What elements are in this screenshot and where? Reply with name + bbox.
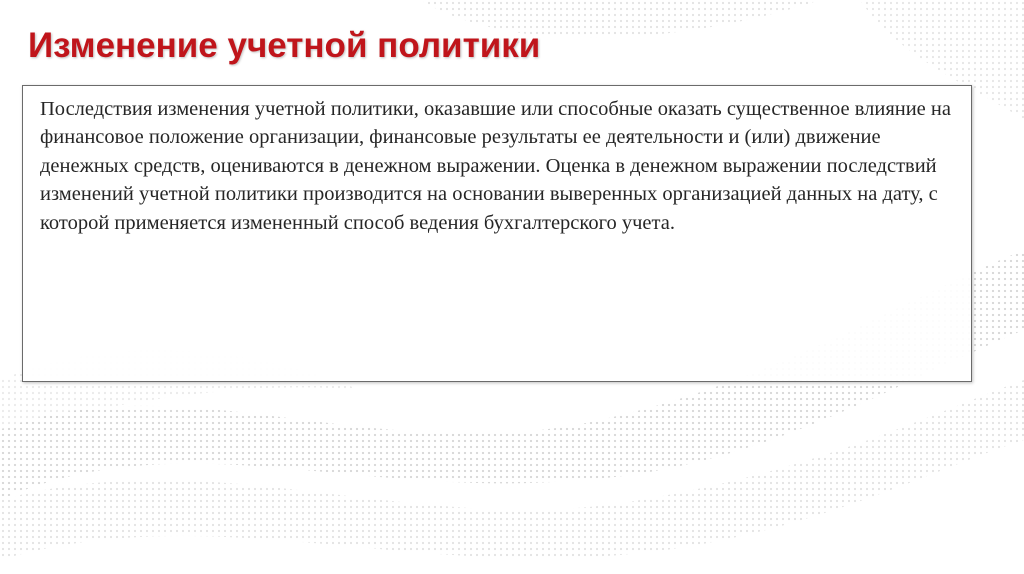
slide-title: Изменение учетной политики	[28, 26, 541, 65]
content-box	[22, 85, 972, 382]
body-paragraph: Последствия изменения учетной политики, оказавшие или способные оказать существенное влияние на финансовое положение организации, финансовые результаты ее деятельности и (или) движение денежных средств, оцениваются в денежном выражении. Оценка в денежном выражении последствий изменений учетной политики производится на основании выверенных организацией данных на дату, с которой применяется измененный способ ведения бухгалтерского учета.	[40, 98, 951, 234]
